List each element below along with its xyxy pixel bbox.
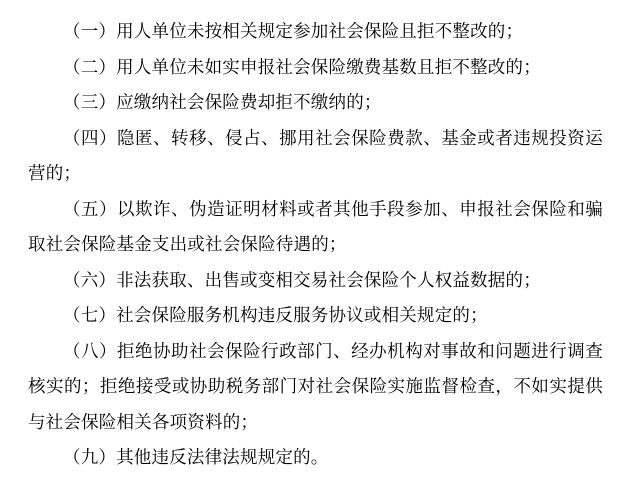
document-paragraph: （三）应缴纳社会保险费却拒不缴纳的；	[63, 92, 382, 112]
document-paragraph: （二）用人单位未如实申报社会保险缴费基数且拒不整改的；	[63, 56, 541, 77]
document-paragraph: （一）用人单位未按相关规定参加社会保险且拒不整改的；	[63, 21, 524, 41]
document-paragraph: （八）拒绝协助社会保险行政部门、经办机构对事故和问题进行调查核实的；拒绝接受或协助税务部门对社会保险实施监督检查，不如实提供与社会保险相关各项资料的；	[28, 340, 603, 432]
document-paragraph: （五）以欺诈、伪造证明材料或者其他手段参加、申报社会保险和骗取社会保险基金支出或社会保险待遇的；	[28, 198, 603, 254]
document-paragraph: （四）隐匿、转移、侵占、挪用社会保险费款、基金或者违规投资运营的；	[28, 127, 603, 183]
document-paragraph: （九）其他违反法律法规规定的。	[63, 447, 329, 467]
document-paragraph: （七）社会保险服务机构违反服务协议或相关规定的；	[63, 305, 488, 325]
document-paragraph: （六）非法获取、出售或变相交易社会保险个人权益数据的；	[63, 269, 541, 290]
